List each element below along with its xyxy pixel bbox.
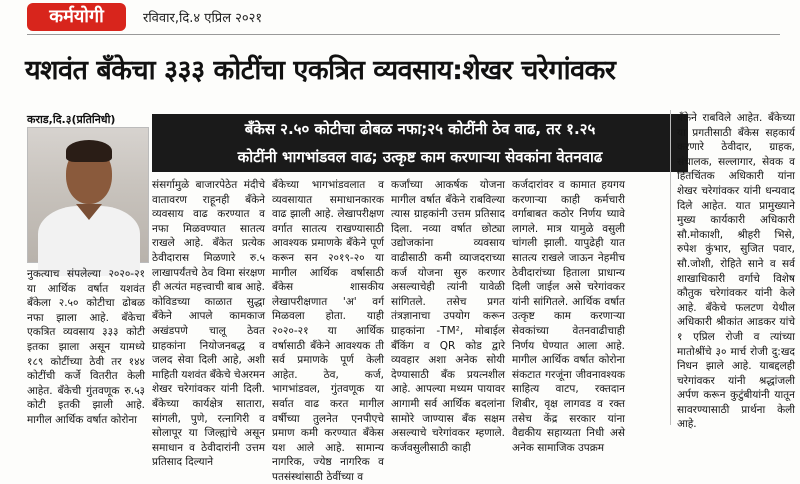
masthead (0, 0, 800, 34)
portrait-photo (27, 127, 149, 263)
subheadline-line-2: कोटींनी भागभांडवल वाढ; उत्कृष्ट काम करणाऱ्या सेवकांना वेतनवाढ (237, 148, 603, 166)
byline: कराड,दि.३(प्रतिनिधी) (27, 113, 116, 126)
article-column-3: बँकेच्या भागभांडवलात व व्यवसायात समाधानकारक वाढ झाली आहे. लेखापरीक्षण वर्गात सातत्य राखण्यासाठी आवश्यक प्रमाणके बँकेने पूर्ण करून सन २०१९-२० या मागील आर्थिक वर्षासाठी बँकेस शासकीय लेखापरीक्षणात 'अ' वर्ग मिळवला होता. याही २०२०-२१ या आर्थिक वर्षासाठी बँकेने आवश्यक ती सर्व प्रमाणके पूर्ण केली आहेत. ठेव, कर्ज, भागभांडवल, गुंतवणूक या सर्वात वाढ करत मागील वर्षीच्या तुलनेत एनपीएचे प्रमाण कमी करण्यात बँकेस यश आले आहे. सामान्य नागरिक, ज्येष्ठ नागरिक व पतसंस्थांसाठी ठेवींच्या व (272, 179, 384, 483)
dateline: रविवार,दि.४ एप्रिल २०२१ (143, 11, 263, 26)
newspaper-logo: कर्मयोगी (27, 3, 126, 31)
article-column-6: बँकेने राबविले आहेत. बँकेच्या या प्रगतीसाठी बँकेस सहकार्य करणारे ठेवीदार, ग्राहक, संचालक, सल्लागार, सेवक व हितचिंतक अधिकारी यांना शेखर चरेगांवकर यांनी धन्यवाद दिले आहेत. यात प्रामुख्याने मुख्य कार्यकारी अधिकारी सौ.मोकाशी, श्रीहरी भिसे, रुपेश कुंभार, सुजित पवार, सौ.जोशी, रोहिते साने व सर्व शाखाधिकारी वर्गाचे विशेष कौतुक चरेगांवकर यांनी केले आहे. बँकेचे फलटण येथील अधिकारी श्रीकांत आडकर यांचे १ एप्रिल रोजी व त्यांच्या मातोश्रींचे ३० मार्च रोजी दु:खद निधन झाले आहे. याबद्दलही चरेगांवकर यांनी श्रद्धांजली अर्पण करून कुटुंबीयांनी यातून सावरण्यासाठी प्रार्थना केली आहे. (677, 112, 795, 431)
article-column-5: कर्जदारांवर व कामात हयगय करणाऱ्या काही कर्मचारी वर्गाबाबत कठोर निर्णय घ्यावे लागले. मात्र यामुळे वसुली चांगली झाली. यापुढेही यात सातत्य राखले जाऊन नेहमीच ठेवीदारांच्या हिताला प्राधान्य दिली जाईल असे चरेगांवकर यांनी सांगितले. आर्थिक वर्षात उत्कृष्ट काम करणाऱ्या सेवकांच्या वेतनवाढीचाही निर्णय घेण्यात आला आहे. मागील आर्थिक वर्षात कोरोना संकटात गरजूंना जीवनावश्यक साहित्य वाटप, रक्तदान शिबीर, वृक्ष लागवड व रक्त तसेच केंद्र सरकार यांना वैद्यकीय सहाय्यता निधी असे अनेक सामाजिक उपक्रम (512, 179, 625, 454)
column-divider (670, 110, 671, 425)
article-column-4: कर्जांच्या आकर्षक योजना मागील वर्षात बँकेने राबविल्या त्यास ग्राहकांनी उत्तम प्रतिसाद दिला. नव्या वर्षात छोट्या उद्योजकांना व्यवसाय वाढीसाठी कमी व्याजदराच्या कर्ज योजना सुरु करणार असल्याचेही त्यांनी यावेळी सांगितले. तसेच प्रगत तंत्रज्ञानाचा उपयोग करून ग्राहकांना -TM², मोबाईल बँकिंग व QR कोड द्वारे व्यवहार अशा अनेक सोयी देण्यासाठी बँक प्रयत्नशील आहे. आपल्या मध्यम पायावर आगामी सर्व आर्थिक बदलांना सामोरे जाण्यास बँक सक्षम असल्याचे चरेगांवकर म्हणाले. कर्जवसुलीसाठी काही (391, 179, 505, 454)
headline: यशवंत बँकेचा ३३३ कोटींचा एकत्रित व्यवसाय:शेखर चरेगांवकर (25, 55, 616, 86)
subheadline-line-1: बँकेस २.५० कोटीचा ढोबळ नफा;२५ कोटींनी ठेव वाढ, तर १.२५ (244, 120, 596, 138)
subheadline-box (152, 114, 688, 172)
article-column-1: नुकत्याच संपलेल्या २०२०-२१ या आर्थिक वर्षात यशवंत बँकेला २.५० कोटीचा ढोबळ नफा झाला आहे. बँकेचा एकत्रित व्यवसाय ३३३ कोटी इतका झाला असून यामध्ये १८९ कोटींच्या ठेवी तर १४४ कोटींची कर्जे वितरीत केली आहेत. बँकेची गुंतवणूक रु.५३ कोटी इतकी झाली आहे. मागील आर्थिक वर्षात कोरोना (27, 268, 145, 426)
article-column-2: संसर्गामुळे बाजारपेठेत मंदीचे वातावरण राहूनही बँकेने व्यवसाय वाढ करण्यात व नफा मिळवण्यात सातत्य राखले आहे. बँकेत प्रत्येक ठेवीदारास मिळणारे रु.५ लाखापर्यंतचे ठेव विमा संरक्षण ही अत्यंत महत्त्वाची बाब आहे. कोविडच्या काळात सुद्धा बँकेने आपले कामकाज अखंडपणे चालू ठेवत ग्राहकांना नियोजनबद्ध व जलद सेवा दिली आहे, अशी माहिती यशवंत बँकेचे चेअरमन शेखर चरेगांवकर यांनी दिली. बँकेच्या कार्यक्षेत्र सातारा, सांगली, पुणे, रत्नागिरी व सोलापूर या जिल्ह्यांचे असून समाधान व ठेवीदारांनी उत्तम प्रतिसाद दिल्याने (152, 179, 265, 469)
masthead-divider (27, 34, 780, 35)
